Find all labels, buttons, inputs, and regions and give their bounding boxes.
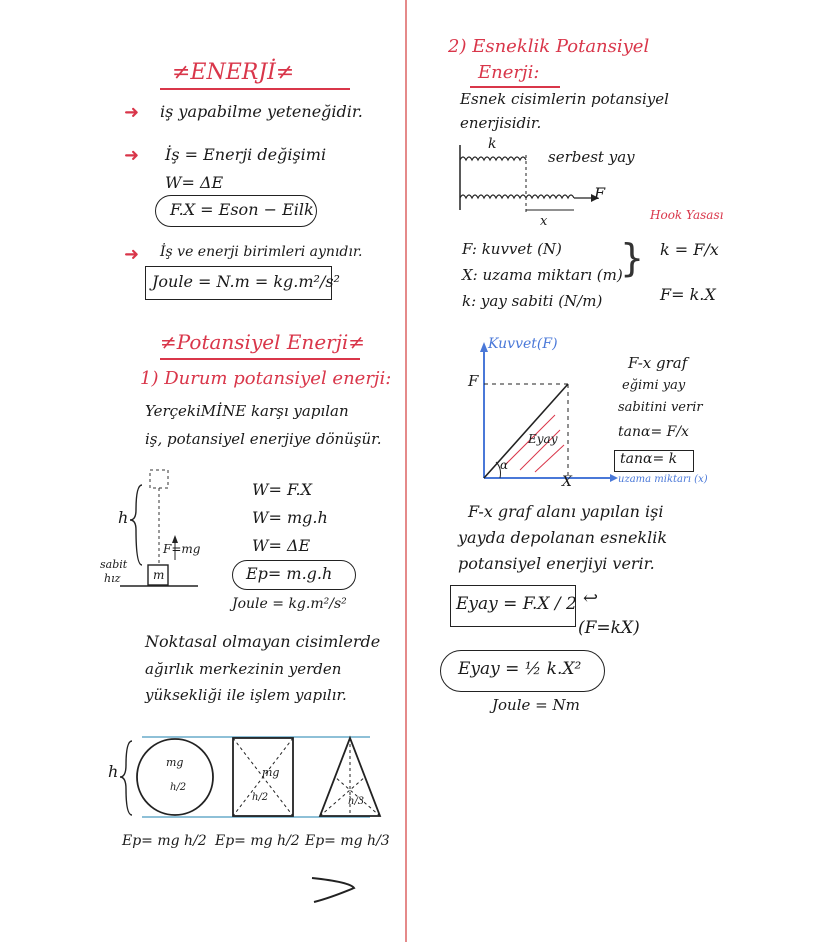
force-label: F=mg <box>163 542 201 556</box>
constant-label: sabit <box>100 558 128 571</box>
work-equation: W= ΔE <box>165 173 224 192</box>
f-kx-note: (F=kX) <box>578 618 640 638</box>
graph-area-label: Eyay <box>528 432 558 446</box>
eyay-kx2-formula: Eyay = ½ k.X² <box>458 659 582 679</box>
graph-x-label: X <box>562 474 572 490</box>
rect-mg: mg <box>262 766 280 779</box>
def-extension: X: uzama miktarı (m) <box>462 266 623 284</box>
rect-formula: Ep= mg h/2 <box>215 833 300 849</box>
elastic-desc: Esnek cisimlerin potansiyel <box>460 90 669 108</box>
area-note: F-x graf alanı yapılan işi <box>468 502 664 521</box>
speed-label: hız <box>104 572 121 585</box>
tri-third-h: h/3 <box>348 796 365 807</box>
title-underline <box>470 86 560 88</box>
gravitational-pe-heading: 1) Durum potansiyel enerji: <box>140 368 392 389</box>
joule-unit: Joule = N.m = kg.m²/s² <box>152 272 340 291</box>
eyay-formula: Eyay = F.X / 2 <box>456 594 577 614</box>
arrow-icon: ➜ <box>124 102 140 123</box>
graph-note: F-x graf <box>628 354 688 372</box>
k-formula: k = F/x <box>660 240 719 259</box>
shapes-height-label: h <box>108 762 119 781</box>
def-force: F: kuvvet (N) <box>462 240 562 258</box>
note-line: ağırlık merkezinin yerden <box>145 660 342 678</box>
tri-formula: Ep= mg h/3 <box>305 833 390 849</box>
y-axis-label: Kuvvet(F) <box>488 336 558 352</box>
arrow-icon: ➜ <box>124 244 140 265</box>
def-spring-constant: k: yay sabiti (N/m) <box>462 292 603 310</box>
mass-label: m <box>153 568 165 582</box>
shapes-diagram <box>120 735 380 825</box>
eq-w-mgh: W= mg.h <box>252 508 328 527</box>
graph-alpha-label: α <box>500 458 509 472</box>
height-label: h <box>118 508 129 527</box>
graph-note: sabitini verir <box>618 400 703 415</box>
title-underline <box>160 88 350 90</box>
gravitational-desc: iş, potansiyel enerjiye dönüşür. <box>145 430 382 448</box>
elastic-pe-title: 2) Esneklik Potansiyel <box>448 36 650 57</box>
potential-energy-title: ≠Potansiyel Enerji≠ <box>160 330 366 354</box>
units-line: İş ve enerji birimleri aynıdır. <box>160 244 363 260</box>
spring-k-label: k <box>488 136 497 152</box>
return-arrow-icon: ↩ <box>583 588 599 609</box>
eq-w-fx: W= F.X <box>252 480 313 499</box>
eq-ep-mgh: Ep= m.g.h <box>246 564 333 583</box>
free-spring-label: serbest yay <box>548 148 635 166</box>
hooke-law-title: Hook Yasası <box>650 208 724 222</box>
work-energy-equation: F.X = Eson − Eilk <box>170 200 314 219</box>
rect-half-h: h/2 <box>252 792 269 803</box>
elastic-desc: enerjisidir. <box>460 114 542 132</box>
f-formula: F= k.X <box>660 285 716 304</box>
graph-f-label: F <box>468 372 479 390</box>
note-line: Noktasal olmayan cisimlerde <box>145 632 381 651</box>
area-note: potansiyel enerjiyi verir. <box>458 554 655 573</box>
circle-mg: mg <box>166 756 184 769</box>
x-axis-label: uzama miktarı (x) <box>618 474 708 485</box>
circle-formula: Ep= mg h/2 <box>122 833 207 849</box>
continue-mark <box>310 874 360 904</box>
energy-title: ≠ENERJİ≠ <box>172 60 295 85</box>
brace-icon: } <box>620 236 645 280</box>
gravitational-desc: YerçekiMİNE karşı yapılan <box>145 402 349 420</box>
elastic-pe-title-2: Enerji: <box>478 62 540 83</box>
force-extension-graph <box>460 340 620 490</box>
tan-formula: tanα= F/x <box>618 424 689 440</box>
graph-note: eğimi yay <box>622 378 686 393</box>
area-note: yayda depolanan esneklik <box>458 528 668 547</box>
tan-equals-k: tanα= k <box>620 451 678 467</box>
spring-force-label: F <box>594 184 606 203</box>
note-line: yüksekliği ile işlem yapılır. <box>145 686 347 704</box>
circle-half-h: h/2 <box>170 782 187 793</box>
eq-w-de: W= ΔE <box>252 536 311 555</box>
eq-joule: Joule = kg.m²/s² <box>232 596 347 612</box>
definition-line: iş yapabilme yeteneğidir. <box>160 102 363 121</box>
title-underline <box>160 358 360 360</box>
margin-line <box>405 0 407 942</box>
joule-nm: Joule = Nm <box>492 696 580 714</box>
work-energy-line: İş = Enerji değişimi <box>165 145 327 164</box>
spring-x-label: x <box>540 214 548 229</box>
arrow-icon: ➜ <box>124 145 140 166</box>
